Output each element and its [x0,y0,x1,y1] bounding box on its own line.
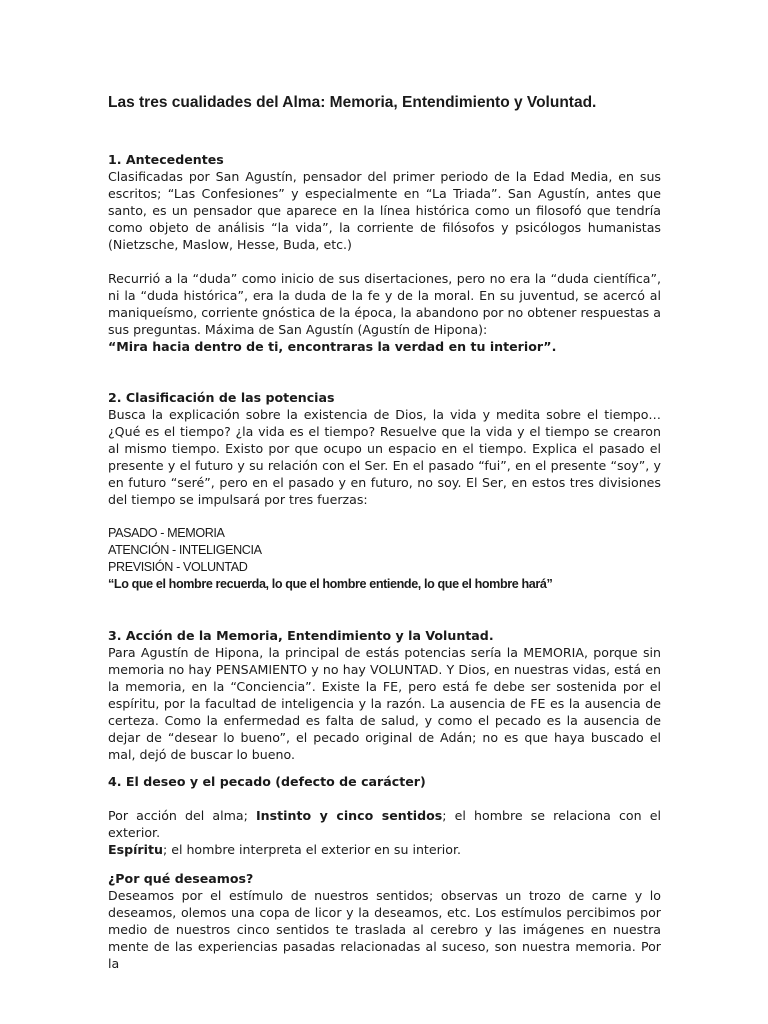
section-deseo [108,773,661,972]
paragraph: Deseamos por el estímulo de nuestros sentidos; observas un trozo de carne y lo deseamos, olemos una copa de licor y la deseamos, etc. Los estímulos percibimos por medio de nuestros cinco sentidos te traslada al cerebro y las imágenes en nuestra mente de las experiencias pasadas relacionadas al suceso, son nuestra memoria. Por la [108,888,661,971]
section-heading: 1. Antecedentes [108,152,224,167]
paragraph: Para Agustín de Hipona, la principal de estás potencias sería la MEMORIA, porque sin memoria no hay PENSAMIENTO y no hay VOLUNTAD. Y Dios, en nuestras vidas, está en la memoria, en la “Conciencia”. Existe la FE, pero está fe debe ser sostenida por el espíritu, por la facultad de inteligencia y la razón. La ausencia de FE es la ausencia de certeza. Como la enfermedad es falta de salud, y como el pecado es la ausencia de dejar de “desear lo bueno”, el pecado original de Adán; no es que haya buscado el mal, dejó de buscar lo bueno. [108,645,661,762]
paragraph: Recurrió a la “duda” como inicio de sus disertaciones, pero no era la “duda científica”, ni la “duda histórica”, era la duda de la fe y de la moral. En su juventud, se acercó al maniqueísmo, corriente gnóstica de la época, la abandono por no obtener respuestas a sus preguntas. Máxima de San Agustín (Agustín de Hipona): [108,271,661,337]
paragraph: Busca la explicación sobre la existencia de Dios, la vida y medita sobre el tiempo… ¿Qué es el tiempo? ¿la vida es el tiempo? Resuelve que la vida y el tiempo se crearon al mismo tiempo. Existo por que ocupo un espacio en el tiempo. Explica el pasado el presente y el futuro y su relación con el Ser. En el pasado “fui”, en el presente “soy”, y en futuro “seré”, pero en el pasado y en futuro, no soy. El Ser, en estos tres divisiones del tiempo se impulsará por tres fuerzas: [108,407,661,507]
paragraph [108,807,661,841]
section-antecedentes [108,151,661,355]
text-run-bold: Instinto y cinco sentidos [256,808,443,823]
document-page [108,93,661,972]
section-heading: 2. Clasificación de las potencias [108,390,335,405]
force-item: ATENCIÓN - INTELIGENCIA [108,543,262,557]
force-item: PREVISIÓN - VOLUNTAD [108,560,248,574]
text-run: Por acción del alma; [108,808,256,823]
section-accion [108,627,661,763]
document-title: Las tres cualidades del Alma: Memoria, Entendimiento y Voluntad. [108,94,597,111]
forces-list [108,525,661,593]
section-heading: 3. Acción de la Memoria, Entendimiento y la Voluntad. [108,628,494,643]
subheading: ¿Por qué deseamos? [108,871,254,886]
section-clasificacion [108,389,661,593]
paragraph: Clasificadas por San Agustín, pensador del primer periodo de la Edad Media, en sus escritos; “Las Confesiones” y especialmente en “La Triada”. San Agustín, antes que santo, es un pensador que aparece en la línea histórica como un filosofó que tendría como objeto de análisis “la vida”, la corriente de filósofos y psicólogos humanistas (Nietzsche, Maslow, Hesse, Buda, etc.) [108,169,661,252]
force-item: PASADO - MEMORIA [108,526,225,540]
text-run: ; el hombre interpreta el exterior en su interior. [162,842,462,857]
paragraph [108,841,661,858]
forces-quote: “Lo que el hombre recuerda, lo que el hombre entiende, lo que el hombre hará” [108,577,553,591]
augustine-maxim: “Mira hacia dentro de ti, encontraras la verdad en tu interior”. [108,339,557,354]
text-run-bold: Espíritu [108,842,163,857]
section-heading: 4. El deseo y el pecado (defecto de carácter) [108,774,426,789]
text-run: ; el hombre se relaciona con el exterior. [108,808,661,840]
